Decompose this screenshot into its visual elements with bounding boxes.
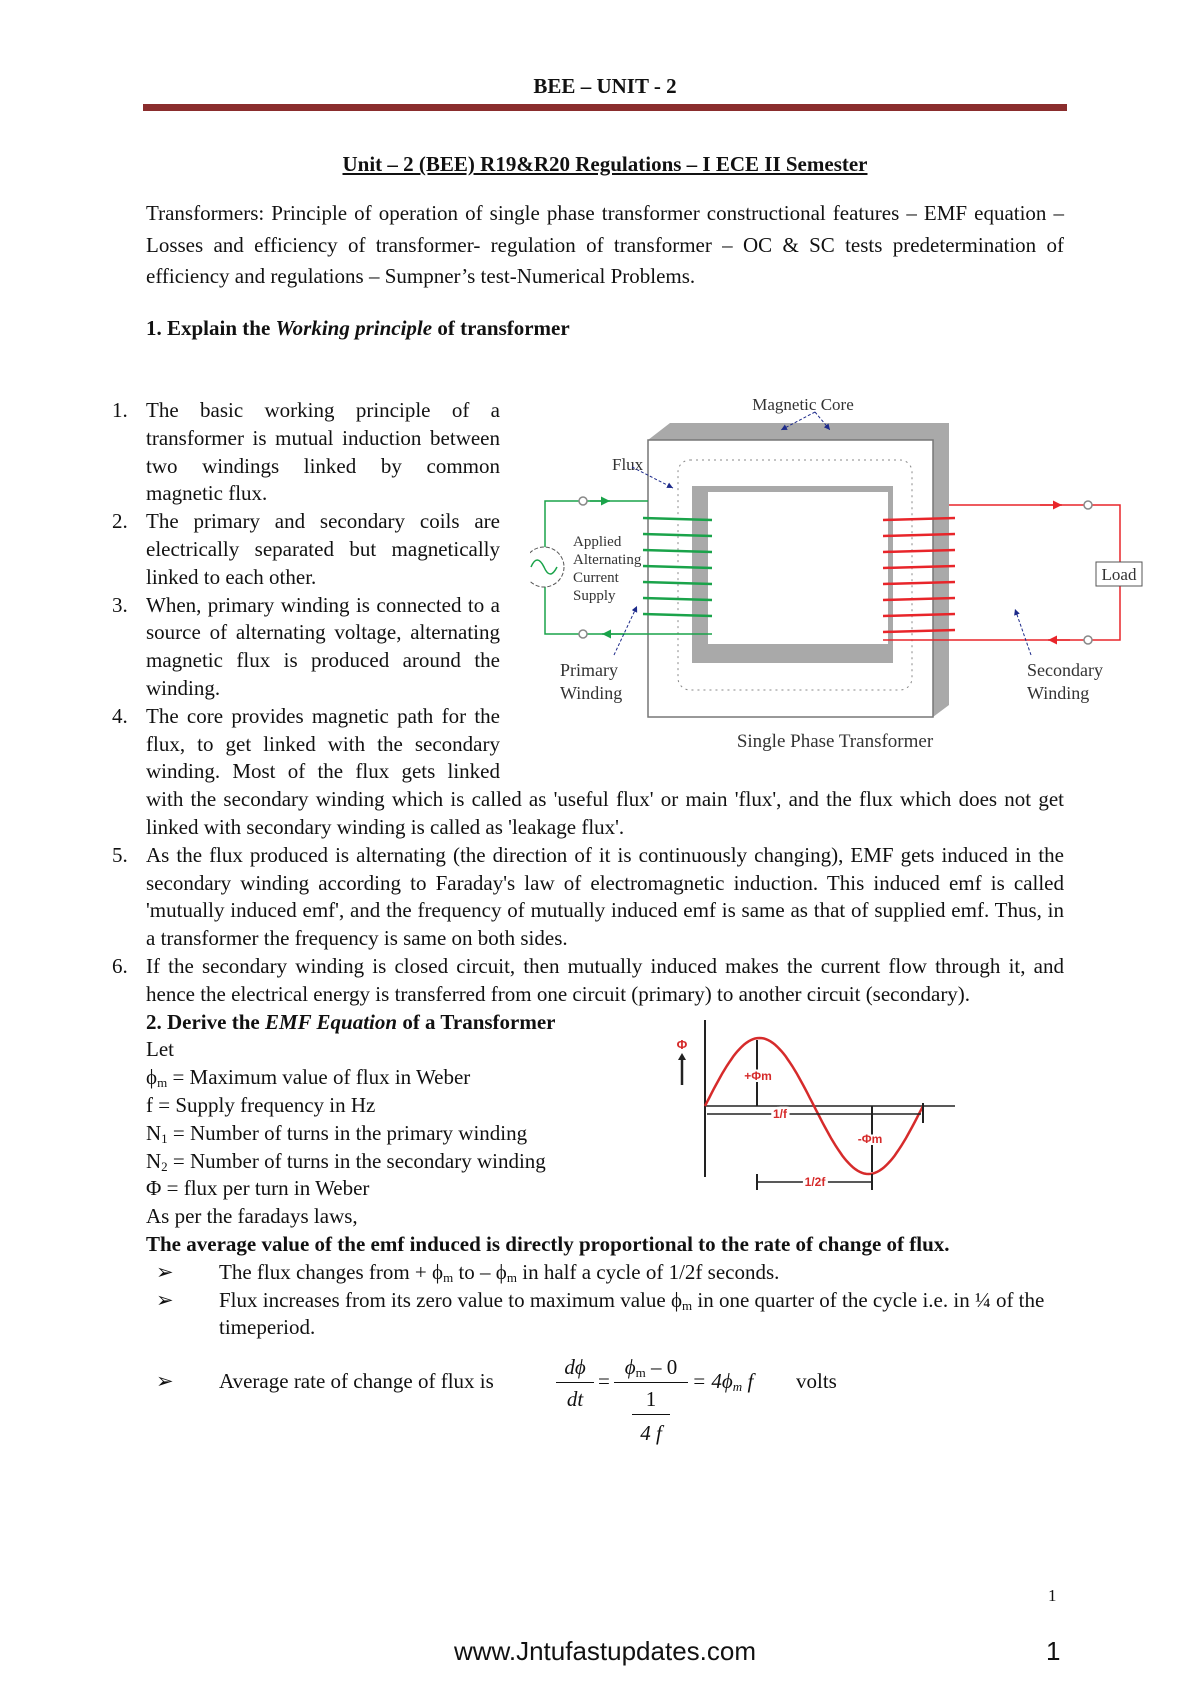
let-text: Let (146, 1037, 174, 1062)
list-number: 5. (112, 842, 128, 867)
list-item (112, 842, 1064, 953)
average-rate-equation (146, 1354, 946, 1454)
definition-line: f = Supply frequency in Hz (146, 1092, 376, 1117)
definition-line: $N_1$ = Number of turns in the primary winding (146, 1120, 528, 1146)
equation-unit: volts (796, 1369, 837, 1394)
principle-list (112, 397, 1064, 1009)
load-label: Load (1101, 565, 1137, 584)
list-item (112, 508, 1064, 591)
fraction-numerator: dϕ (556, 1354, 594, 1383)
primary-label-2: Winding (560, 683, 623, 703)
supply-label-1: Applied (573, 534, 622, 550)
list-number: 3. (112, 592, 128, 617)
fraction-denominator: dt (566, 1387, 584, 1412)
positive-peak-label: +Φm (744, 1068, 772, 1083)
equals-sign: = (598, 1369, 610, 1394)
fraction-denominator: 1 (614, 1386, 688, 1415)
arrowhead-bullet-icon: ➢ (156, 1259, 174, 1284)
bullet-item: ➢ The flux changes from + $\phi_m$ to – $\phi_m$ in half a cycle of 1/2f seconds. (156, 1259, 780, 1285)
section2 (146, 1009, 1064, 1455)
faraday-text: As per the faradays laws, (146, 1204, 358, 1229)
list-number: 6. (112, 953, 128, 978)
magnetic-core-label: Magnetic Core (752, 395, 854, 414)
list-text: The primary and secondary coils are electrically separated but magnetically linked to each other. (146, 509, 500, 589)
syllabus-paragraph: Transformers: Principle of operation of single phase transformer constructional features – EMF equation – Losses and efficiency of transformer- regulation of transformer – OC & SC tests predetermination of efficiency and regulations – Sumpner’s test-Numerical Problems. (146, 201, 1064, 289)
arrowhead-bullet-icon: ➢ (156, 1287, 174, 1312)
negative-peak-label: -Φm (857, 1131, 883, 1146)
list-item (112, 397, 1064, 508)
heading-emphasis: Working principle (275, 316, 433, 340)
header-divider (143, 104, 1067, 111)
list-number: 1. (112, 398, 128, 422)
arrowhead-bullet-icon: ➢ (156, 1369, 174, 1394)
bullet-item: ➢ Flux increases from its zero value to maximum value $\phi_m$ in one quarter of the cycle i.e. in ¼ of the timeperiod. (156, 1287, 1045, 1340)
diagram-caption: Single Phase Transformer (736, 731, 934, 752)
list-number: 4. (112, 703, 128, 728)
bold-statement: The average value of the emf induced is directly proportional to the rate of change of flux. (146, 1231, 950, 1256)
list-text: When, primary winding is connected to a source of alternating voltage, alternating magnetic flux is produced around the winding. (146, 592, 500, 700)
half-period-label: 1/2f (804, 1174, 826, 1189)
primary-label-1: Primary (560, 660, 618, 680)
definition-line: $N_2$ = Number of turns in the secondary winding (146, 1148, 546, 1174)
equation-text: Average rate of change of flux is (219, 1369, 494, 1394)
section1-heading (146, 316, 570, 341)
heading-text: 2. Derive the (146, 1009, 265, 1034)
list-text: The core provides magnetic path for the flux, to get linked with the secondary winding. Most of the flux gets linked with the secondary winding which is called as 'useful flux' or main 'flux', and the flux which does not get linked with secondary winding is called as 'leakage flux'. (146, 703, 1064, 839)
list-item (112, 953, 1064, 1009)
list-item (112, 592, 1064, 703)
equation-result: = $4\phi_m$ f (692, 1369, 754, 1395)
page-number: 1 (1048, 1586, 1057, 1605)
phi-axis-label: Φ (676, 1036, 688, 1052)
list-number: 2. (112, 509, 128, 534)
page-header: BEE – UNIT - 2 (533, 74, 677, 98)
footer-page-number: 1 (1046, 1636, 1061, 1666)
list-text: The basic working principle of a transformer is mutual induction between two windings linked by common magnetic flux. (146, 398, 500, 506)
footer-url: www.Jntufastupdates.com (453, 1636, 757, 1666)
content-flow (112, 395, 1137, 1454)
secondary-label-2: Winding (1027, 683, 1090, 703)
list-text: As the flux produced is alternating (the direction of it is continuously changing), EMF gets induced in the secondary winding according to Faraday's law of electromagnetic induction. This induced emf is called 'mutually induced emf', and the frequency of mutually induced emf is same as that of supplied emf. Thus, in a transformer the frequency is same on both sides. (146, 842, 1064, 951)
secondary-label-1: Secondary (1027, 660, 1103, 680)
heading-emphasis: EMF Equation (264, 1009, 398, 1034)
supply-label-3: Current (573, 570, 619, 586)
flux-sine-wave-chart (660, 1017, 990, 1217)
fraction-denominator: 4 f (640, 1421, 662, 1446)
flux-label: Flux (612, 455, 644, 474)
list-item (112, 703, 1064, 842)
definition-line: Φ = flux per turn in Weber (146, 1176, 370, 1201)
heading-text: of a Transformer (397, 1009, 556, 1034)
supply-label-4: Supply (573, 588, 616, 604)
list-text: If the secondary winding is closed circuit, then mutually induced makes the current flow through it, and hence the electrical energy is transferred from one circuit (primary) to another circuit (secondary). (146, 953, 1064, 1006)
heading-text: of transformer (432, 316, 570, 340)
supply-label-2: Alternating (573, 552, 642, 568)
document-title: Unit – 2 (BEE) R19&R20 Regulations – I ECE II Semester (342, 152, 868, 176)
definition-line: $\phi_m$ = Maximum value of flux in Weber (146, 1065, 471, 1091)
period-label: 1/f (772, 1106, 788, 1121)
fraction-numerator: $\phi_m - 0$ (614, 1354, 688, 1383)
heading-text: 1. Explain the (146, 316, 276, 340)
